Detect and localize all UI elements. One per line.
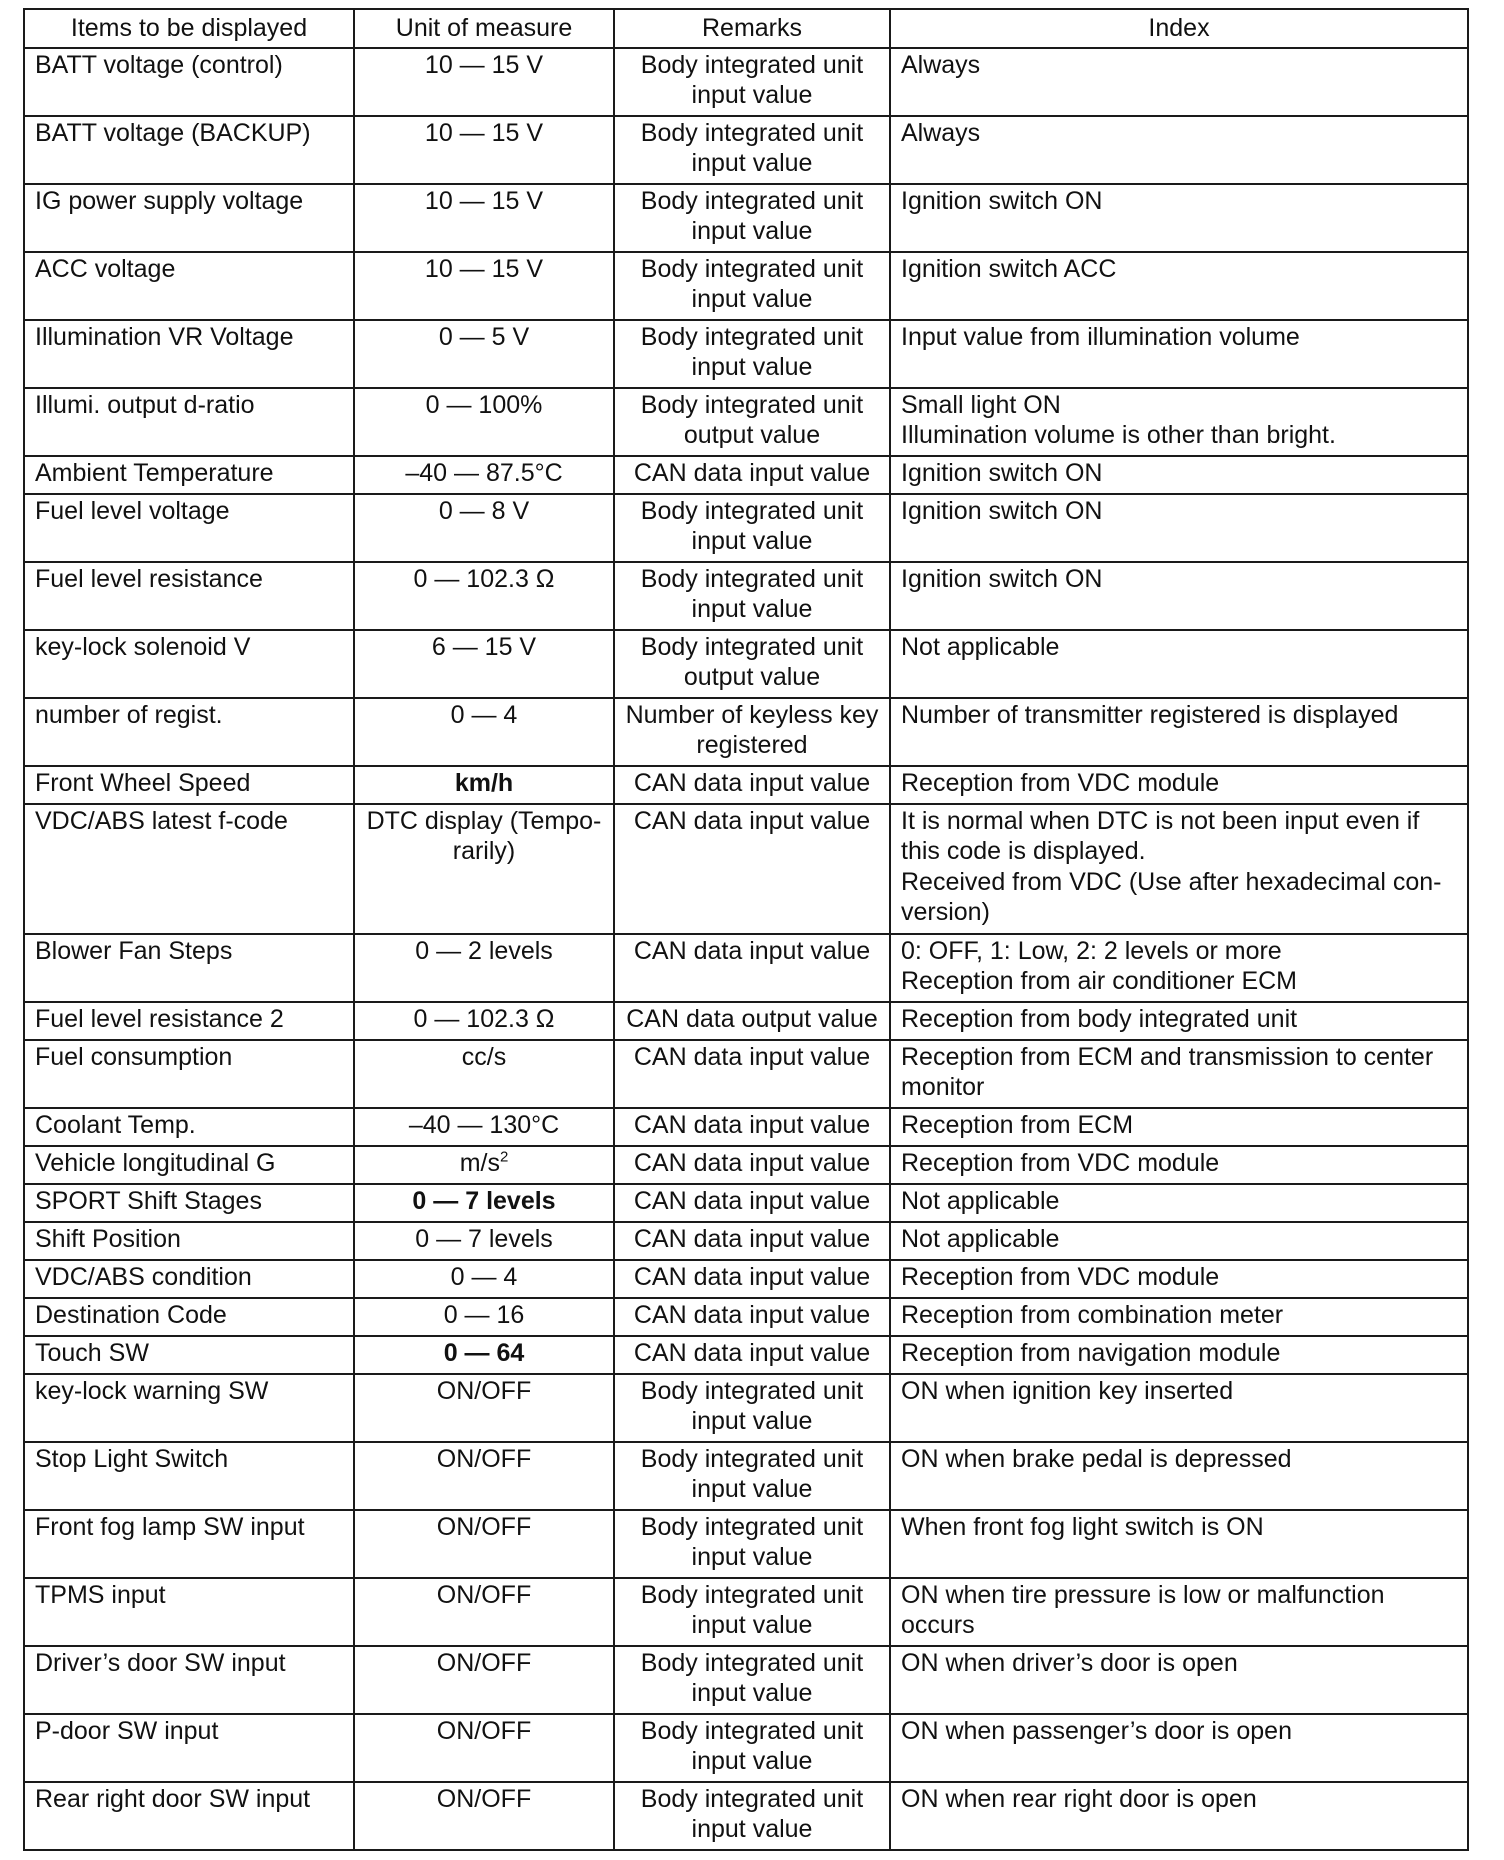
- table-row: [24, 1184, 1468, 1222]
- cell-item-text: TPMS input: [35, 1580, 166, 1609]
- cell-index: [890, 1040, 1468, 1108]
- cell-remarks: [614, 1002, 890, 1040]
- cell-unit-text: 0 — 2 levels: [415, 936, 553, 965]
- cell-unit: [354, 1510, 614, 1578]
- cell-index-text: ON when rear right door is open: [901, 1784, 1257, 1813]
- cell-unit: [354, 48, 614, 116]
- cell-item: [24, 766, 354, 804]
- cell-item: [24, 1714, 354, 1782]
- cell-item-text: Fuel level voltage: [35, 496, 230, 525]
- cell-index-text: 0: OFF, 1: Low, 2: 2 levels or more Reception from air conditioner ECM: [901, 936, 1297, 995]
- cell-item-text: Stop Light Switch: [35, 1444, 229, 1473]
- cell-index: [890, 1002, 1468, 1040]
- cell-item: [24, 1184, 354, 1222]
- cell-remarks: [614, 630, 890, 698]
- table-row: [24, 1336, 1468, 1374]
- cell-index-text: Ignition switch ON: [901, 458, 1103, 487]
- cell-unit-text: 0 — 4: [450, 1262, 518, 1291]
- cell-item: [24, 494, 354, 562]
- table-row: [24, 1510, 1468, 1578]
- cell-item-text: key-lock solenoid V: [35, 632, 251, 661]
- cell-unit: [354, 252, 614, 320]
- cell-index-text: When front fog light switch is ON: [901, 1512, 1264, 1541]
- cell-index-text: Always: [901, 50, 981, 79]
- cell-item-text: Front fog lamp SW input: [35, 1512, 305, 1541]
- cell-index: [890, 116, 1468, 184]
- cell-remarks: [614, 1578, 890, 1646]
- cell-item: [24, 388, 354, 456]
- cell-item: [24, 630, 354, 698]
- cell-unit: [354, 698, 614, 766]
- cell-unit-text: 0 — 64: [443, 1338, 525, 1367]
- cell-unit: [354, 494, 614, 562]
- cell-remarks: [614, 562, 890, 630]
- cell-index: [890, 562, 1468, 630]
- cell-index-text: Reception from body integrated unit: [901, 1004, 1298, 1033]
- cell-remarks-text: Body integrated unit input value: [640, 118, 864, 177]
- cell-unit: [354, 1040, 614, 1108]
- cell-unit-text: ON/OFF: [436, 1376, 532, 1405]
- cell-remarks: [614, 1510, 890, 1578]
- cell-remarks: [614, 252, 890, 320]
- cell-unit-text: m/s: [459, 1148, 500, 1177]
- cell-index: [890, 698, 1468, 766]
- cell-remarks-text: CAN data input value: [633, 1262, 871, 1291]
- unit-superscript: 2: [499, 1148, 509, 1166]
- header-unit: Unit of measure: [354, 9, 614, 48]
- cell-index-text: Ignition switch ON: [901, 186, 1103, 215]
- cell-unit-text: 0 — 8 V: [438, 496, 530, 525]
- cell-index-text: Input value from illumination volume: [901, 322, 1300, 351]
- cell-index: [890, 1646, 1468, 1714]
- cell-item-text: number of regist.: [35, 700, 223, 729]
- cell-item-text: key-lock warning SW: [35, 1376, 269, 1405]
- cell-index-text: It is normal when DTC is not been input even if this code is displayed. Received from VDC (Use after hexadecimal con-version): [901, 806, 1442, 926]
- table-row: [24, 1040, 1468, 1108]
- cell-remarks-text: Body integrated unit input value: [640, 1648, 864, 1707]
- header-index: Index: [890, 9, 1468, 48]
- table-row: [24, 1442, 1468, 1510]
- cell-index: [890, 1336, 1468, 1374]
- cell-item-text: Destination Code: [35, 1300, 227, 1329]
- cell-unit: [354, 1108, 614, 1146]
- cell-remarks: [614, 48, 890, 116]
- table-row: [24, 1646, 1468, 1714]
- cell-item-text: Illumination VR Voltage: [35, 322, 294, 351]
- cell-unit: [354, 1442, 614, 1510]
- cell-unit: [354, 1374, 614, 1442]
- cell-unit-text: 0 — 16: [443, 1300, 525, 1329]
- cell-unit: [354, 1260, 614, 1298]
- cell-unit: [354, 630, 614, 698]
- cell-index-text: Not applicable: [901, 1224, 1060, 1253]
- cell-remarks: [614, 116, 890, 184]
- cell-remarks: [614, 1374, 890, 1442]
- cell-item-text: Ambient Temperature: [35, 458, 274, 487]
- cell-remarks-text: CAN data input value: [633, 936, 871, 965]
- cell-item: [24, 1782, 354, 1850]
- cell-remarks-text: CAN data output value: [626, 1004, 878, 1033]
- table-row: [24, 388, 1468, 456]
- cell-remarks: [614, 184, 890, 252]
- cell-index-text: Ignition switch ACC: [901, 254, 1117, 283]
- cell-item: [24, 562, 354, 630]
- cell-item: [24, 1374, 354, 1442]
- cell-remarks-text: Body integrated unit output value: [640, 390, 864, 449]
- table-row: [24, 184, 1468, 252]
- table-row: [24, 252, 1468, 320]
- table-row: [24, 320, 1468, 388]
- cell-index: [890, 1298, 1468, 1336]
- cell-item-text: Touch SW: [35, 1338, 149, 1367]
- table-row: [24, 1374, 1468, 1442]
- cell-remarks-text: CAN data input value: [633, 1110, 871, 1139]
- cell-remarks: [614, 804, 890, 934]
- cell-unit: [354, 1646, 614, 1714]
- cell-index: [890, 184, 1468, 252]
- cell-unit-text: 10 — 15 V: [424, 50, 544, 79]
- cell-remarks-text: Body integrated unit input value: [640, 496, 864, 555]
- table-row: [24, 1260, 1468, 1298]
- cell-index-text: ON when passenger’s door is open: [901, 1716, 1292, 1745]
- cell-index-text: ON when tire pressure is low or malfunction occurs: [901, 1580, 1385, 1639]
- cell-item-text: Front Wheel Speed: [35, 768, 251, 797]
- cell-remarks-text: Body integrated unit input value: [640, 1580, 864, 1639]
- cell-unit-text: 0 — 4: [450, 700, 518, 729]
- cell-index-text: Reception from navigation module: [901, 1338, 1281, 1367]
- table-row: [24, 630, 1468, 698]
- cell-index: [890, 320, 1468, 388]
- cell-remarks-text: Body integrated unit input value: [640, 254, 864, 313]
- cell-item: [24, 698, 354, 766]
- cell-unit-text: 10 — 15 V: [424, 254, 544, 283]
- table-row: [24, 48, 1468, 116]
- cell-index: [890, 388, 1468, 456]
- table-row: [24, 698, 1468, 766]
- cell-remarks-text: Body integrated unit input value: [640, 1784, 864, 1843]
- cell-unit: [354, 1578, 614, 1646]
- cell-remarks: [614, 1108, 890, 1146]
- cell-remarks: [614, 1184, 890, 1222]
- cell-remarks-text: CAN data input value: [633, 1042, 871, 1071]
- cell-index: [890, 1782, 1468, 1850]
- cell-unit-text: 0 — 5 V: [438, 322, 530, 351]
- cell-unit-text: ON/OFF: [436, 1580, 532, 1609]
- cell-remarks: [614, 1646, 890, 1714]
- cell-index: [890, 1442, 1468, 1510]
- cell-unit: [354, 1184, 614, 1222]
- cell-item-text: VDC/ABS condition: [35, 1262, 252, 1291]
- table-row: [24, 1714, 1468, 1782]
- cell-item: [24, 1040, 354, 1108]
- table-row: [24, 934, 1468, 1002]
- cell-item-text: Shift Position: [35, 1224, 181, 1253]
- cell-item-text: Fuel level resistance 2: [35, 1004, 284, 1033]
- cell-item-text: Fuel consumption: [35, 1042, 233, 1071]
- cell-remarks-text: Body integrated unit input value: [640, 1512, 864, 1571]
- table-row: [24, 1578, 1468, 1646]
- cell-unit-text: km/h: [454, 768, 514, 797]
- cell-remarks: [614, 766, 890, 804]
- cell-index-text: ON when brake pedal is depressed: [901, 1444, 1292, 1473]
- cell-remarks: [614, 1442, 890, 1510]
- cell-remarks: [614, 1260, 890, 1298]
- cell-remarks-text: Number of keyless key registered: [625, 700, 879, 759]
- cell-item: [24, 1442, 354, 1510]
- cell-remarks: [614, 1714, 890, 1782]
- cell-index-text: ON when ignition key inserted: [901, 1376, 1234, 1405]
- cell-item: [24, 1146, 354, 1184]
- cell-remarks: [614, 1782, 890, 1850]
- cell-index-text: Ignition switch ON: [901, 564, 1103, 593]
- cell-item: [24, 1260, 354, 1298]
- cell-remarks-text: Body integrated unit input value: [640, 50, 864, 109]
- cell-index: [890, 1714, 1468, 1782]
- cell-index-text: Small light ON Illumination volume is other than bright.: [901, 390, 1336, 449]
- cell-unit-text: cc/s: [461, 1042, 507, 1071]
- cell-remarks-text: Body integrated unit output value: [640, 632, 864, 691]
- cell-unit-text: 10 — 15 V: [424, 118, 544, 147]
- cell-remarks: [614, 388, 890, 456]
- cell-unit: [354, 320, 614, 388]
- cell-index: [890, 1146, 1468, 1184]
- cell-unit-text: –40 — 130°C: [408, 1110, 560, 1139]
- cell-item-text: Vehicle longitudinal G: [35, 1148, 276, 1177]
- cell-remarks-text: Body integrated unit input value: [640, 322, 864, 381]
- cell-remarks-text: CAN data input value: [633, 1338, 871, 1367]
- cell-item: [24, 1222, 354, 1260]
- cell-unit: [354, 1298, 614, 1336]
- cell-item-text: P-door SW input: [35, 1716, 219, 1745]
- cell-index-text: Number of transmitter registered is displayed: [901, 700, 1399, 729]
- cell-unit: [354, 388, 614, 456]
- table-row: [24, 116, 1468, 184]
- cell-remarks: [614, 1146, 890, 1184]
- cell-item-text: ACC voltage: [35, 254, 176, 283]
- cell-item: [24, 184, 354, 252]
- cell-index: [890, 1184, 1468, 1222]
- cell-index: [890, 804, 1468, 934]
- cell-unit: [354, 1222, 614, 1260]
- cell-index-text: Not applicable: [901, 1186, 1060, 1215]
- table-row: [24, 1146, 1468, 1184]
- header-items: Items to be displayed: [24, 9, 354, 48]
- cell-item-text: Rear right door SW input: [35, 1784, 311, 1813]
- cell-item-text: BATT voltage (control): [35, 50, 283, 79]
- cell-unit-text: ON/OFF: [436, 1716, 532, 1745]
- cell-item-text: Illumi. output d-ratio: [35, 390, 255, 419]
- cell-index-text: Not applicable: [901, 632, 1060, 661]
- cell-index: [890, 1374, 1468, 1442]
- cell-index: [890, 934, 1468, 1002]
- cell-unit-text: 6 — 15 V: [431, 632, 537, 661]
- cell-remarks: [614, 934, 890, 1002]
- cell-unit-text: ON/OFF: [436, 1784, 532, 1813]
- cell-item: [24, 1298, 354, 1336]
- cell-item-text: BATT voltage (BACKUP): [35, 118, 311, 147]
- cell-unit-text: ON/OFF: [436, 1512, 532, 1541]
- cell-remarks-text: Body integrated unit input value: [640, 1716, 864, 1775]
- cell-index: [890, 1222, 1468, 1260]
- cell-remarks-text: CAN data input value: [633, 768, 871, 797]
- cell-remarks: [614, 1336, 890, 1374]
- cell-item: [24, 1108, 354, 1146]
- cell-item: [24, 48, 354, 116]
- cell-index: [890, 494, 1468, 562]
- cell-item: [24, 1510, 354, 1578]
- cell-unit: [354, 1714, 614, 1782]
- cell-remarks: [614, 1222, 890, 1260]
- table-row: [24, 804, 1468, 934]
- cell-remarks-text: CAN data input value: [633, 1148, 871, 1177]
- cell-index-text: Reception from VDC module: [901, 1148, 1220, 1177]
- cell-remarks: [614, 320, 890, 388]
- cell-item: [24, 456, 354, 494]
- cell-unit-text: DTC display (Tempo-rarily): [366, 806, 602, 865]
- table-header-row: [24, 9, 1468, 48]
- cell-unit-text: 10 — 15 V: [424, 186, 544, 215]
- cell-unit: [354, 766, 614, 804]
- cell-unit-text: ON/OFF: [436, 1648, 532, 1677]
- cell-index-text: Reception from VDC module: [901, 1262, 1220, 1291]
- cell-unit-text: 0 — 102.3 Ω: [413, 1004, 555, 1033]
- cell-item: [24, 934, 354, 1002]
- cell-unit: [354, 934, 614, 1002]
- cell-item-text: Driver’s door SW input: [35, 1648, 286, 1677]
- cell-unit-text: 0 — 7 levels: [412, 1186, 556, 1215]
- cell-remarks-text: CAN data input value: [633, 458, 871, 487]
- cell-index: [890, 1108, 1468, 1146]
- cell-item-text: Coolant Temp.: [35, 1110, 196, 1139]
- table-row: [24, 456, 1468, 494]
- cell-index: [890, 1260, 1468, 1298]
- cell-item-text: IG power supply voltage: [35, 186, 304, 215]
- cell-unit-text: 0 — 100%: [425, 390, 543, 419]
- cell-remarks-text: Body integrated unit input value: [640, 186, 864, 245]
- cell-unit: [354, 456, 614, 494]
- cell-index: [890, 456, 1468, 494]
- cell-unit: [354, 1146, 614, 1184]
- cell-item: [24, 1002, 354, 1040]
- table-row: [24, 1108, 1468, 1146]
- cell-index: [890, 1578, 1468, 1646]
- table-row: [24, 562, 1468, 630]
- cell-index: [890, 630, 1468, 698]
- cell-remarks-text: CAN data input value: [633, 806, 871, 835]
- cell-index: [890, 766, 1468, 804]
- cell-remarks: [614, 698, 890, 766]
- cell-remarks: [614, 456, 890, 494]
- cell-item: [24, 1646, 354, 1714]
- cell-index-text: Reception from ECM and transmission to center monitor: [901, 1042, 1434, 1101]
- cell-item: [24, 252, 354, 320]
- cell-index-text: Ignition switch ON: [901, 496, 1103, 525]
- cell-unit-text: 0 — 102.3 Ω: [413, 564, 555, 593]
- cell-remarks: [614, 1298, 890, 1336]
- table-row: [24, 494, 1468, 562]
- table-body: [24, 48, 1468, 1850]
- cell-unit: [354, 184, 614, 252]
- header-remarks: Remarks: [614, 9, 890, 48]
- cell-remarks: [614, 494, 890, 562]
- cell-remarks-text: CAN data input value: [633, 1186, 871, 1215]
- cell-index: [890, 252, 1468, 320]
- cell-item: [24, 116, 354, 184]
- cell-index-text: ON when driver’s door is open: [901, 1648, 1238, 1677]
- table-row: [24, 1002, 1468, 1040]
- cell-item-text: VDC/ABS latest f-code: [35, 806, 288, 835]
- cell-remarks: [614, 1040, 890, 1108]
- cell-index-text: Reception from combination meter: [901, 1300, 1284, 1329]
- table-row: [24, 1222, 1468, 1260]
- cell-unit: [354, 1002, 614, 1040]
- cell-remarks-text: CAN data input value: [633, 1224, 871, 1253]
- cell-unit: [354, 1336, 614, 1374]
- cell-unit-text: ON/OFF: [436, 1444, 532, 1473]
- cell-item: [24, 1578, 354, 1646]
- cell-index: [890, 1510, 1468, 1578]
- cell-remarks-text: Body integrated unit input value: [640, 1376, 864, 1435]
- cell-item: [24, 804, 354, 934]
- cell-index-text: Always: [901, 118, 981, 147]
- table-row: [24, 766, 1468, 804]
- cell-remarks-text: Body integrated unit input value: [640, 1444, 864, 1503]
- cell-unit: [354, 116, 614, 184]
- cell-index-text: Reception from VDC module: [901, 768, 1220, 797]
- cell-unit-text: –40 — 87.5°C: [405, 458, 563, 487]
- cell-unit: [354, 1782, 614, 1850]
- cell-unit: [354, 804, 614, 934]
- cell-index: [890, 48, 1468, 116]
- cell-item-text: Fuel level resistance: [35, 564, 263, 593]
- cell-item: [24, 1336, 354, 1374]
- cell-index-text: Reception from ECM: [901, 1110, 1134, 1139]
- table-row: [24, 1298, 1468, 1336]
- table-row: [24, 1782, 1468, 1850]
- cell-unit-text: 0 — 7 levels: [415, 1224, 553, 1253]
- cell-item-text: SPORT Shift Stages: [35, 1186, 262, 1215]
- cell-item-text: Blower Fan Steps: [35, 936, 233, 965]
- cell-unit: [354, 562, 614, 630]
- cell-remarks-text: Body integrated unit input value: [640, 564, 864, 623]
- cell-item: [24, 320, 354, 388]
- data-monitor-table: [23, 8, 1469, 1851]
- cell-remarks-text: CAN data input value: [633, 1300, 871, 1329]
